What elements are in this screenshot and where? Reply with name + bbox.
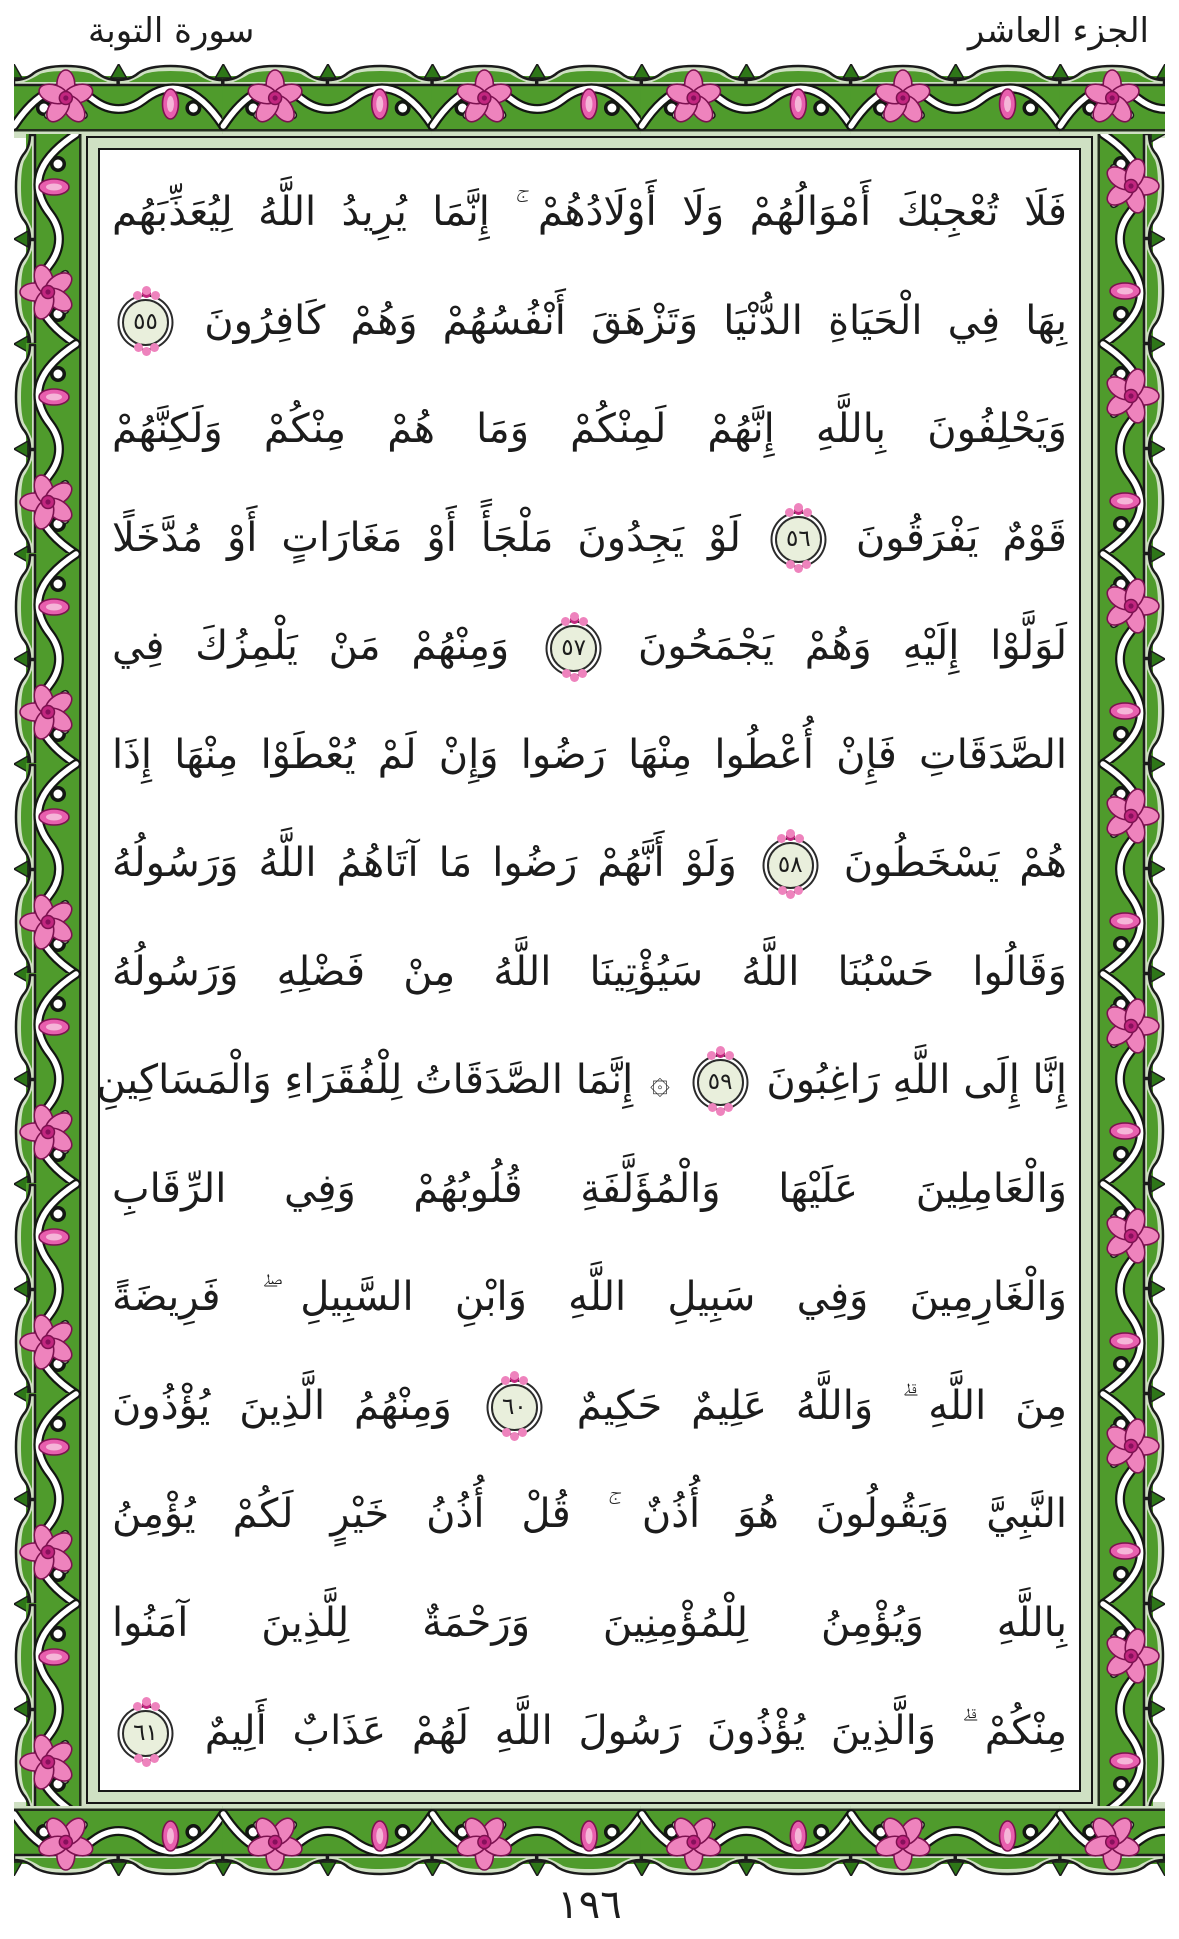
quran-line bbox=[112, 809, 1067, 918]
quran-line bbox=[112, 484, 1067, 593]
quran-line bbox=[112, 1243, 1067, 1352]
ayah-text: مِنَ اللَّهِ ۗ وَاللَّهُ عَلِيمٌ حَكِيمٌ bbox=[576, 1382, 1068, 1429]
ayah-text: مِنْكُمْ ۗ وَالَّذِينَ يُؤْذُونَ رَسُولَ اللَّهِ لَهُمْ عَذَابٌ أَلِيمٌ bbox=[204, 1708, 1067, 1754]
border-ornament-right bbox=[1091, 134, 1165, 1806]
ayah-text: وَلَوْ أَنَّهُمْ رَضُوا مَا آتَاهُمُ اللَّهُ وَرَسُولُهُ bbox=[112, 840, 737, 886]
border-ornament-left bbox=[14, 134, 88, 1806]
ayah-text: لَوْ يَجِدُونَ مَلْجَأً أَوْ مَغَارَاتٍ أَوْ مُدَّخَلًا bbox=[112, 514, 741, 561]
border-ornament-top bbox=[14, 64, 1165, 138]
ayah-text: وَقَالُوا حَسْبُنَا اللَّهُ سَيُؤْتِينَا اللَّهُ مِنْ فَضْلِهِ وَرَسُولُهُ bbox=[112, 948, 1067, 995]
quran-line bbox=[112, 267, 1067, 376]
quran-line bbox=[112, 1569, 1067, 1678]
ayah-marker: ٥٦ bbox=[775, 516, 822, 563]
border-ornament-bottom bbox=[14, 1802, 1165, 1876]
quran-line bbox=[112, 158, 1067, 267]
ayah-text: إِنَّا إِلَى اللَّهِ رَاغِبُونَ bbox=[766, 1057, 1067, 1103]
quran-line bbox=[112, 918, 1067, 1027]
ayah-marker: ٥٧ bbox=[550, 625, 597, 672]
ayah-text: إِنَّمَا الصَّدَقَاتُ لِلْفُقَرَاءِ وَالْمَسَاكِينِ bbox=[96, 1057, 634, 1103]
quran-line bbox=[112, 1352, 1067, 1461]
quran-text-block bbox=[96, 158, 1068, 1786]
ornamental-border bbox=[14, 64, 1165, 1876]
ayah-marker: ٦٠ bbox=[491, 1384, 538, 1431]
quran-line bbox=[112, 1135, 1067, 1244]
ayah-marker: ٥٩ bbox=[697, 1059, 744, 1106]
quran-line bbox=[96, 1026, 1067, 1135]
ayah-text: الصَّدَقَاتِ فَإِنْ أُعْطُوا مِنْهَا رَضُوا وَإِنْ لَمْ يُعْطَوْا مِنْهَا إِذَا bbox=[112, 731, 1067, 778]
ayah-marker: ٥٨ bbox=[767, 842, 814, 889]
ayah-text: النَّبِيَّ وَيَقُولُونَ هُوَ أُذُنٌ ۚ قُلْ أُذُنُ خَيْرٍ لَكُمْ يُؤْمِنُ bbox=[112, 1491, 1067, 1537]
ayah-text: وَيَحْلِفُونَ بِاللَّهِ إِنَّهُمْ لَمِنْكُمْ وَمَا هُمْ مِنْكُمْ وَلَكِنَّهُمْ bbox=[112, 406, 1067, 452]
quran-line bbox=[112, 592, 1067, 701]
quran-line bbox=[112, 701, 1067, 810]
ayah-text: قَوْمٌ يَفْرَقُونَ bbox=[855, 514, 1068, 561]
quran-line bbox=[112, 375, 1067, 484]
rub-el-hizb-marker: ۞ bbox=[649, 1061, 670, 1102]
ayah-text: وَمِنْهُمْ مَنْ يَلْمِزُكَ فِي bbox=[112, 623, 510, 669]
ayah-text: هُمْ يَسْخَطُونَ bbox=[843, 840, 1068, 886]
inner-frame bbox=[86, 136, 1093, 1804]
ayah-text: فَلَا تُعْجِبْكَ أَمْوَالُهُمْ وَلَا أَوْلَادُهُمْ ۚ إِنَّمَا يُرِيدُ اللَّهُ لِيُعَذِّبَهُم bbox=[112, 189, 1067, 235]
page-header bbox=[88, 2, 1149, 60]
ayah-text: وَمِنْهُمُ الَّذِينَ يُؤْذُونَ bbox=[112, 1382, 452, 1429]
page-number: ١٩٦ bbox=[557, 1882, 622, 1928]
juz-title: الجزء العاشر bbox=[967, 11, 1149, 51]
ayah-text: لَوَلَّوْا إِلَيْهِ وَهُمْ يَجْمَحُونَ bbox=[637, 623, 1068, 669]
ayah-text: بِهَا فِي الْحَيَاةِ الدُّنْيَا وَتَزْهَقَ أَنْفُسُهُمْ وَهُمْ كَافِرُونَ bbox=[204, 297, 1067, 344]
surah-title: سورة التوبة bbox=[88, 11, 255, 51]
ayah-text: وَالْغَارِمِينَ وَفِي سَبِيلِ اللَّهِ وَابْنِ السَّبِيلِ ۖ فَرِيضَةً bbox=[112, 1274, 1067, 1320]
ayah-marker: ٥٥ bbox=[122, 299, 169, 346]
quran-line bbox=[112, 1677, 1067, 1786]
text-panel bbox=[98, 148, 1081, 1792]
ayah-text: وَالْعَامِلِينَ عَلَيْهَا وَالْمُؤَلَّفَةِ قُلُوبُهُمْ وَفِي الرِّقَابِ bbox=[112, 1165, 1067, 1212]
ayah-marker: ٦١ bbox=[122, 1710, 169, 1757]
quran-line bbox=[112, 1460, 1067, 1569]
ayah-text: بِاللَّهِ وَيُؤْمِنُ لِلْمُؤْمِنِينَ وَرَحْمَةٌ لِلَّذِينَ آمَنُوا bbox=[112, 1599, 1067, 1646]
